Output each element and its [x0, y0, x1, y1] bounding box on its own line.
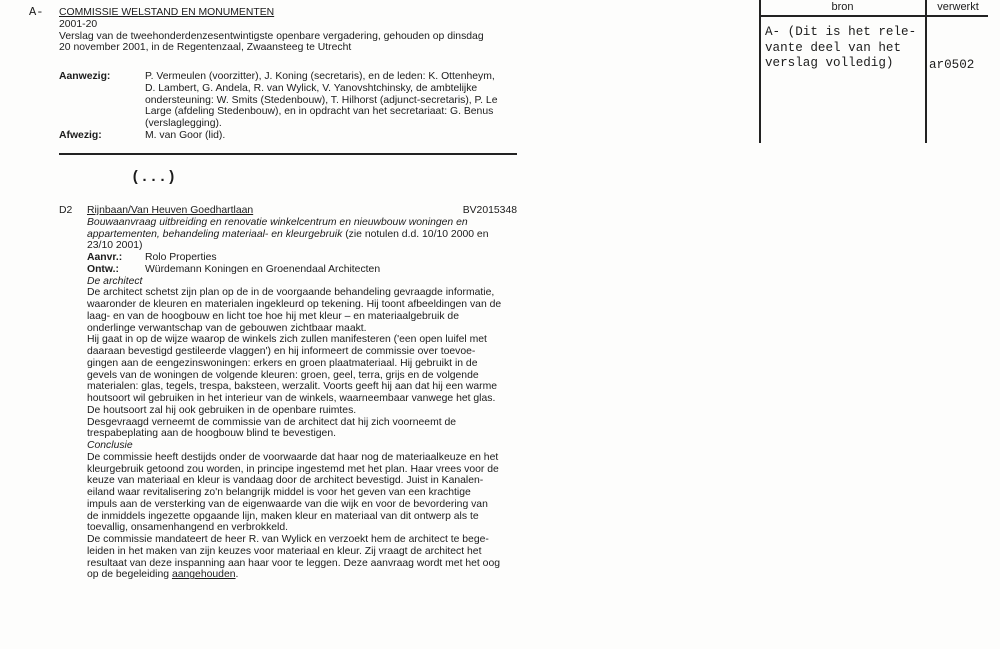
para-line: de inmiddels ingezette opgaande lijn, maken kleur en materiaal van dit ontwerp als te: [87, 510, 479, 522]
table-header-rule: [759, 15, 988, 17]
margin-mark: A-: [29, 5, 44, 19]
present-line: D. Lambert, G. Andela, R. van Wylick, V. Yanovshtchinsky, de ambtelijke: [145, 82, 478, 94]
para-line: De houtsoort zal hij ook gebruiken in de openbare ruimtes.: [87, 404, 357, 416]
para-line: materialen: glas, tegels, trespa, baksteen, werzalit. Voorts geeft hij aan dat hij een warme: [87, 381, 498, 393]
para-line: op de begeleiding: [87, 569, 172, 581]
period: .: [235, 569, 239, 581]
para-line: trespabeplating aan de hoogbouw blind te bevestigen.: [87, 428, 336, 440]
source-note: [765, 25, 916, 72]
para-line: houtsoort wil gebruiken in het interieur van de winkels, waarneembaar vanwege het glas.: [87, 393, 496, 404]
present-line: Large (afdeling Stedenbouw), en in opdracht van het secretariaat: G. Benus: [145, 106, 494, 118]
meeting-header: [59, 7, 484, 54]
absent-label: Afwezig:: [59, 129, 102, 141]
section-heading-architect: De architect: [87, 275, 143, 287]
subject-note: (zie notulen d.d. 10/10 2000 en: [342, 228, 489, 240]
source-note-line: vante deel van het: [765, 40, 902, 55]
para-line: gevels van de woningen de volgende kleuren: groen, geel, terra, grijs en de volgende: [87, 369, 479, 381]
source-note-line: A- (Dit is het rele-: [765, 25, 917, 39]
column-header-processed: verwerkt: [937, 1, 979, 13]
para-line: De commissie mandateert de heer R. van Wylick en verzoekt hem de architect te bege-: [87, 534, 489, 545]
item-code: D2: [59, 205, 73, 216]
intro-line: Verslag van de tweehonderdenzesentwintigste openbare vergadering, gehouden op dinsdag: [59, 30, 484, 42]
item-title: Rijnbaan/Van Heuven Goedhartlaan: [87, 205, 254, 216]
subject-line: Bouwaanvraag uitbreiding en renovatie winkelcentrum en nieuwbouw woningen en: [87, 216, 468, 228]
subject-line: appartementen, behandeling materiaal- en kleurgebruik: [87, 228, 343, 240]
para-line: gingen aan de eengezinswoningen: erkers en groen plaatmateriaal. Hij gebruikt in de: [87, 357, 478, 369]
designer-label: Ontw.:: [87, 263, 119, 275]
para-line: Desgevraagd verneemt de commissie van de architect dat hij zich voorneemt de: [87, 416, 457, 428]
item-body: [87, 205, 501, 581]
decision-status: aangehouden: [171, 569, 236, 581]
section-heading-conclusion: Conclusie: [87, 440, 133, 451]
para-line: leiden in het maken van zijn keuzes voor materiaal en kleur. Zij vraagt de architect het: [87, 545, 482, 557]
committee-title: COMMISSIE WELSTAND EN MONUMENTEN: [59, 7, 275, 18]
present-line: P. Vermeulen (voorzitter), J. Koning (secretaris), en de leden: K. Ottenheym,: [145, 71, 495, 82]
present-label: Aanwezig:: [59, 71, 111, 82]
table-border-left: [759, 0, 761, 143]
para-line: daaraan bevestigd gestileerde vlaggen') en hij informeert de commissie over toevoe-: [87, 346, 476, 357]
applicant-label: Aanvr.:: [87, 252, 123, 263]
para-line: waaronder de kleuren en materialen ingekleurd op tekening. Hij toont afbeeldingen van de: [87, 299, 502, 310]
para-line: eiland waar revitalisering zo'n belangrijk middel is voor het geven van een krachtige: [87, 487, 471, 498]
para-line: resultaat van deze inspanning aan haar voor te leggen. Deze aanvraag wordt met het oog: [87, 557, 501, 569]
present-line: (verslaglegging).: [145, 118, 222, 129]
present-list: [145, 71, 497, 142]
para-line: impuls aan de versterking van de eigenwaarde van die wijk en voor de bevordering van: [87, 498, 488, 510]
table-border-middle: [925, 0, 927, 143]
intro-line: 20 november 2001, in de Regentenzaal, Zwaansteeg te Utrecht: [59, 42, 352, 54]
absent-value: M. van Goor (lid).: [145, 129, 226, 141]
applicant-value: Rolo Properties: [145, 252, 217, 263]
subject-note-end: 23/10 2001): [87, 240, 143, 252]
omission-mark: (...): [131, 169, 177, 186]
item-reference: BV2015348: [462, 205, 517, 216]
para-line: laag- en van de hoogbouw en licht toe hoe hij met kleur – en materiaalgebruik de: [87, 310, 459, 322]
para-line: De commissie heeft destijds onder de voorwaarde dat haar nog de materiaalkeuze en het: [87, 451, 499, 463]
para-line: De architect schetst zijn plan op de in de voorgaande behandeling gevraagde informatie,: [87, 287, 495, 299]
section-divider: [59, 153, 517, 155]
meeting-number: 2001-20: [59, 18, 98, 30]
para-line: toevallig, onsamenhangend en verbrokkeld.: [87, 522, 289, 534]
para-line: onderlinge verwantschap van de gebouwen zichtbaar maakt.: [87, 322, 367, 334]
designer-value: Würdemann Koningen en Groenendaal Architecten: [145, 263, 381, 275]
para-line: keuze van materiaal en kleur is vandaag door de architect bevestigd. Juist in Kanalen-: [87, 475, 484, 487]
source-note-line: verslag volledig): [765, 56, 894, 70]
present-line: ondersteuning: W. Smits (Stedenbouw), T. Hilhorst (adjunct-secretaris), P. Le: [145, 94, 498, 106]
para-line: Hij gaat in op de wijze waarop de winkels zich zullen manifesteren ('een open luifel met: [87, 334, 487, 346]
para-line: kleurgebruik getoond zou worden, in principe ingestemd met het plan. Haar vrees voor de: [87, 463, 499, 475]
column-header-source: bron: [831, 1, 854, 13]
processed-code: ar0502: [929, 58, 975, 72]
